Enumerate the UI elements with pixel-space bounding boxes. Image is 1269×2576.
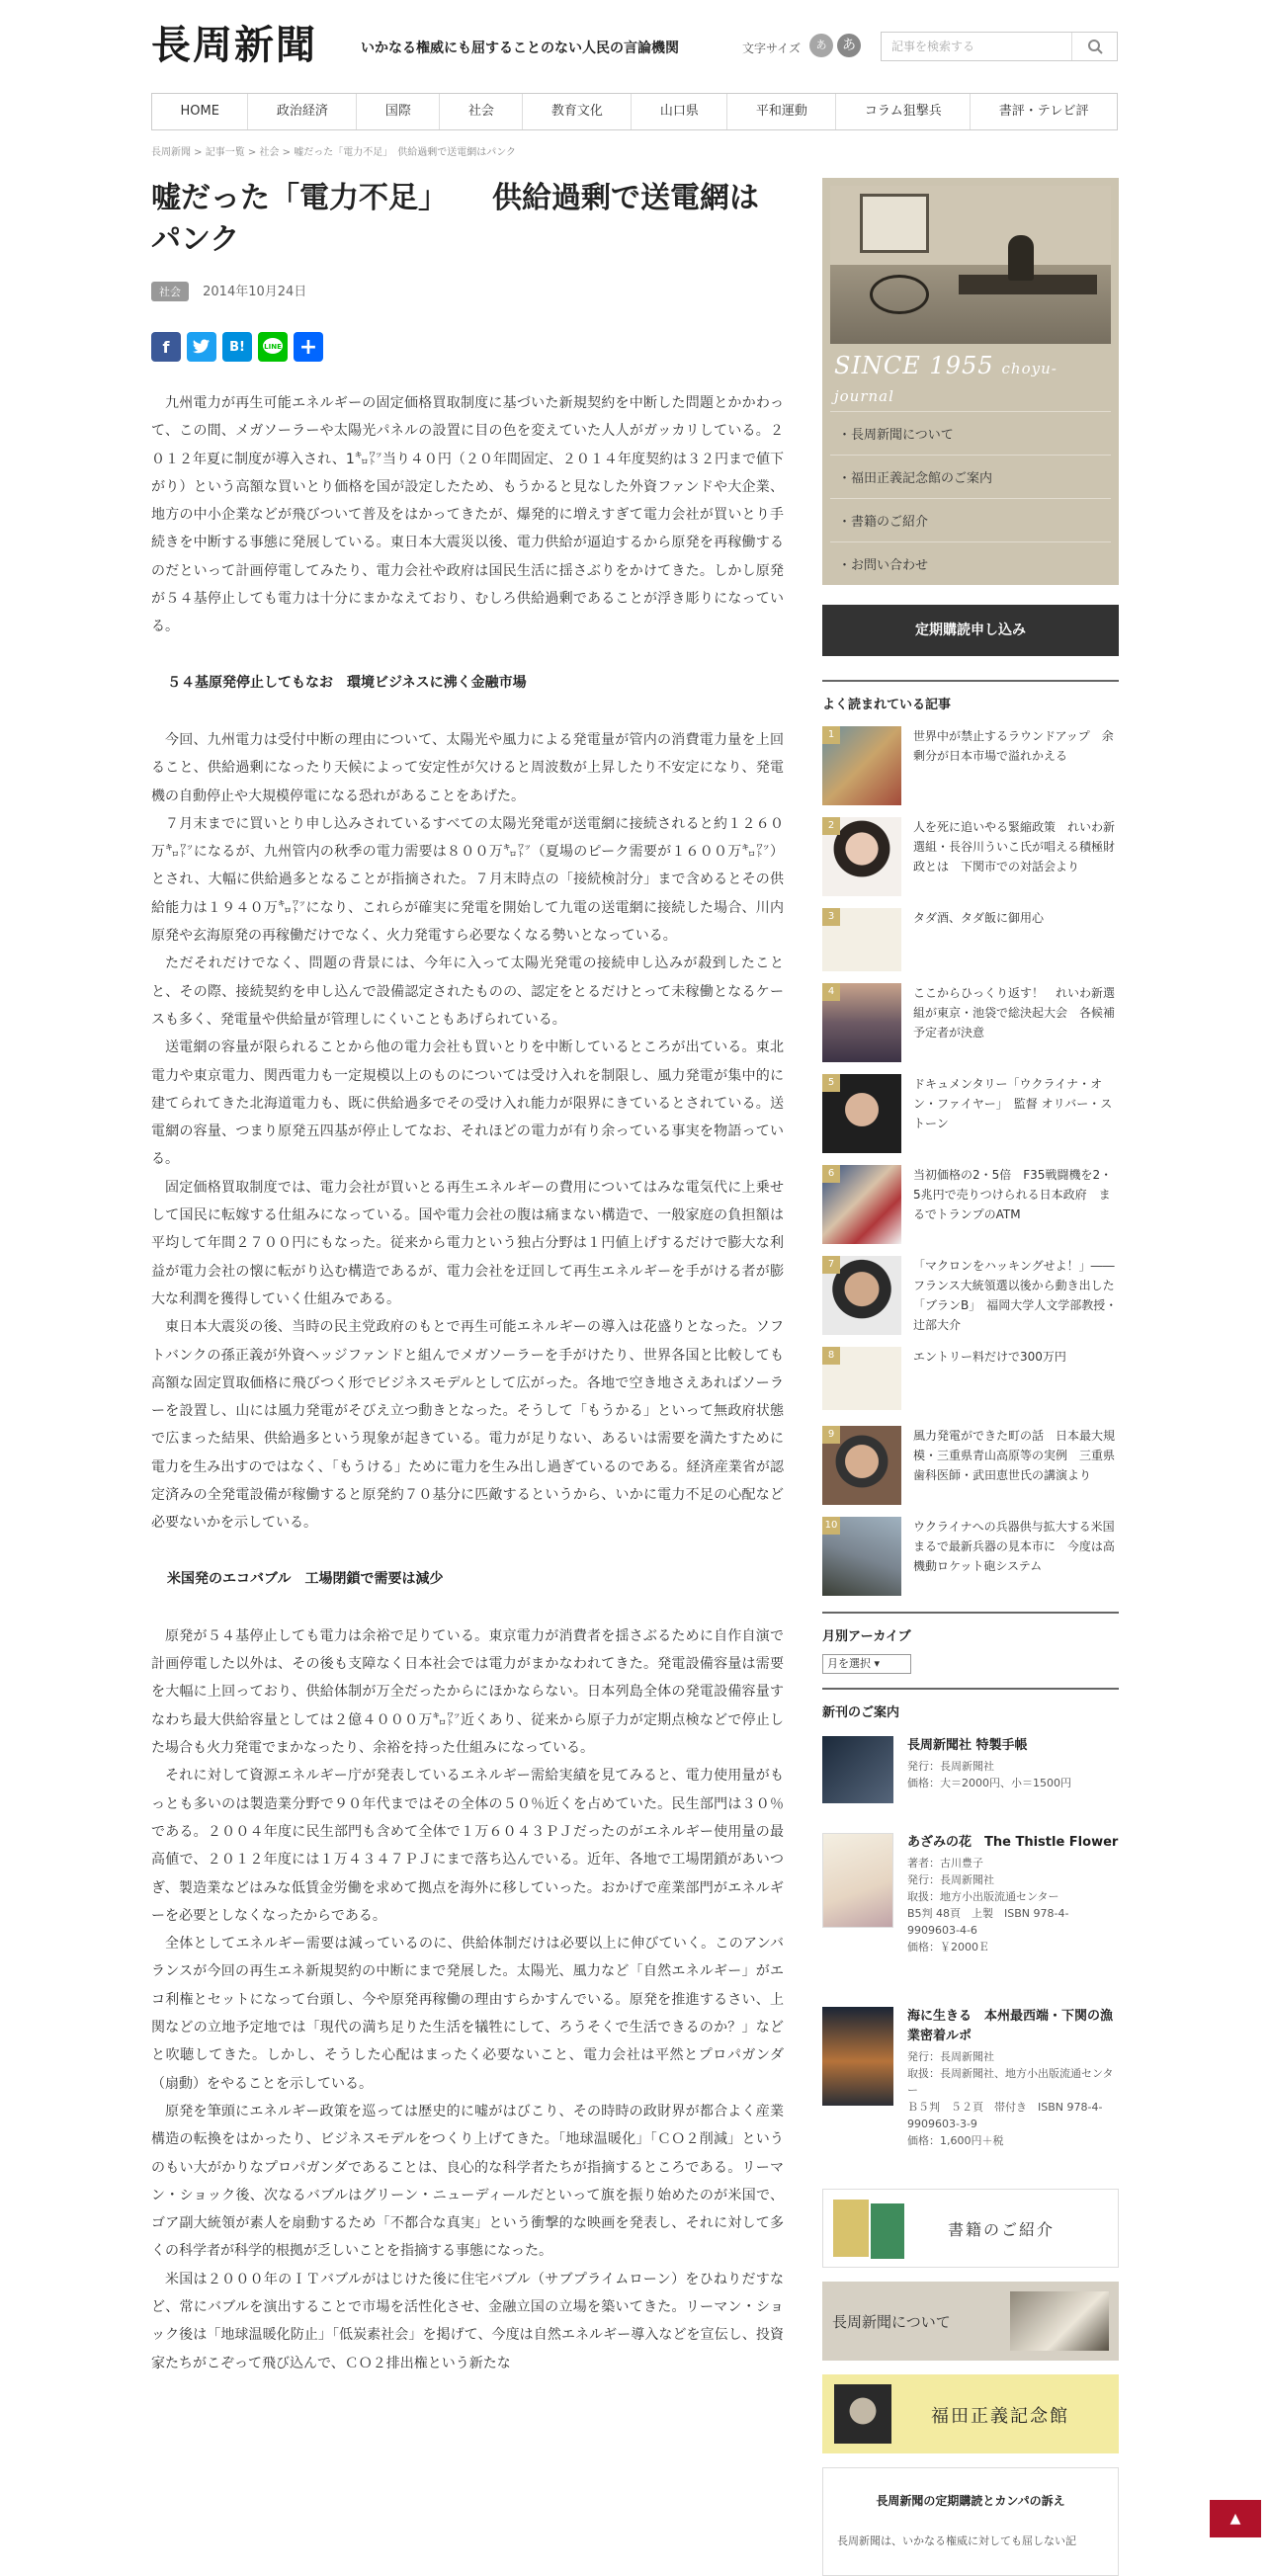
book-title[interactable]: 長周新聞社 特製手帳 — [907, 1738, 1028, 1753]
article-date: 2014年10月24日 — [203, 285, 307, 299]
back-to-top-button[interactable]: ▲ — [1210, 2500, 1261, 2537]
search-box — [881, 32, 1118, 61]
article-paragraph: 九州電力が再生可能エネルギーの固定価格買取制度に基づいた新規契約を中断した問題とかかわって、この間、メガソーラーや太陽光パネルの設置に目の色を変えていた人人がガッカリしている。２０１２年夏に制度が導入され、1㌔㍗当り４０円（２０年間固定、２０１４年度契約は３２円まで値下がり）という高額な買いとり価格を国が設定したため、もうかると見なした外資ファンドや大企業、地方の中小企業などが飛びついて普及をはかってきたが、爆発的に増えすぎて電力会社が買いとり手続きを中断する事態に発展している。東日本大震災以後、電力供給が逼迫するから原発を再稼働するのだといって計画停電してみたり、電力会社や政府は国民生活に揺さぶりをかけてきた。しかし原発が５４基停止しても電力は十分にまかなえており、むしろ供給過剰であることが浮き彫りになっている。 — [151, 395, 784, 635]
font-size-label: 文字サイズ — [742, 42, 802, 55]
popular-item[interactable] — [822, 1426, 1119, 1511]
nav-item-education[interactable]: 教育文化 — [523, 94, 632, 129]
article-meta — [151, 281, 784, 302]
share-buttons — [151, 332, 784, 366]
facebook-icon[interactable]: f — [151, 332, 181, 362]
popular-item[interactable] — [822, 1256, 1119, 1341]
subscribe-button[interactable]: 定期購読申し込み — [822, 605, 1119, 656]
book-detail: 発行：長周新聞社 — [907, 1873, 994, 1886]
article-title: 嘘だった「電力不足」 供給過剰で送電網はパンク — [151, 181, 759, 257]
book-detail: 発行：長周新聞社 — [907, 2050, 994, 2063]
book-cover[interactable] — [822, 1736, 893, 1803]
book-detail: Ｂ５判 ５２頁 帯付き ISBN 978-4-9909603-3-9 — [907, 2101, 1103, 2130]
rank-number: 6 — [822, 1165, 840, 1183]
line-icon[interactable] — [258, 332, 288, 362]
search-icon — [1072, 33, 1118, 60]
nav-item-peace[interactable]: 平和運動 — [727, 94, 836, 129]
popular-title[interactable]: エントリー料だけで300万円 — [913, 1350, 1066, 1364]
share-plus-icon[interactable]: + — [294, 332, 323, 362]
font-size-small-button[interactable]: あ — [809, 34, 833, 57]
banner-label: 長周新聞について — [832, 2313, 951, 2331]
nav-item-yamaguchi[interactable]: 山口県 — [632, 94, 727, 129]
popular-item[interactable] — [822, 1165, 1119, 1250]
about-link-contact[interactable]: ・お問い合わせ — [830, 541, 1111, 585]
rank-number: 4 — [822, 983, 840, 1001]
book-item[interactable] — [822, 1833, 1119, 1995]
twitter-icon[interactable] — [187, 332, 216, 362]
popular-item[interactable] — [822, 1347, 1119, 1420]
rank-number: 5 — [822, 1074, 840, 1092]
appeal-text: 長周新聞は、いかなる権威に対しても屈しない記 — [837, 2534, 1076, 2547]
appeal-title[interactable]: 長周新聞の定期購読とカンパの訴え — [876, 2494, 1065, 2508]
article-paragraph: ７月末までに買いとり申し込みされているすべての太陽光発電が送電網に接続されると約１２６０万㌔㍗になるが、九州管内の秋季の電力需要は８００万㌔㍗（夏場のピーク需要が１６００万㌔㍗）とされ、大幅に供給過多となることが指摘された。７月末時点の「接続検討分」まで含めるとその供給能力は１９４０万㌔㍗になり、これらが確実に発電を開始して九電の送電網に接続した場合、川内原発や玄海原発の再稼働だけでなく、火力発電すら必要なくなる勢いとなっている。 — [151, 815, 784, 945]
rank-number: 2 — [822, 817, 840, 835]
breadcrumb[interactable]: 長周新聞 > 記事一覧 > 社会 > 嘘だった「電力不足」 供給過剰で送電網はパンク — [151, 147, 517, 158]
book-detail: B5判 48頁 上製 ISBN 978-4-9909603-4-6 — [907, 1907, 1069, 1937]
rank-number: 8 — [822, 1347, 840, 1365]
popular-title[interactable]: タダ酒、タダ飯に御用心 — [913, 911, 1045, 925]
search-input[interactable] — [882, 33, 1069, 60]
nav-item-society[interactable]: 社会 — [440, 94, 523, 129]
book-detail: 価格：1,600円＋税 — [907, 2134, 1004, 2147]
article-subheading: ５４基原発停止してもなお 環境ビジネスに沸く金融市場 — [167, 674, 527, 691]
about-banner[interactable] — [822, 2282, 1119, 2361]
site-tagline: いかなる権威にも屈することのない人民の言論機関 — [361, 41, 679, 56]
rank-number: 3 — [822, 908, 840, 926]
article-paragraph: 送電網の容量が限られることから他の電力会社も買いとりを中断しているところが出ている。東北電力や東京電力、関西電力も一定規模以上のものについては受け入れを制限し、風力発電が集中的に建てられてきた北海道電力も、既に供給過多でその受け入れ能力が限界にきているとされている。送電網の容量、つまり原発五四基が停止してなお、それほどの電力が有り余っている事実を物語っている。 — [151, 1039, 784, 1168]
popular-title[interactable]: ここからひっくり返す！ れいわ新選組が東京・池袋で総決起大会 各候補予定者が決意 — [913, 986, 1116, 1039]
archive-select[interactable]: 月を選択 ▾ — [822, 1654, 911, 1674]
search-button[interactable] — [1071, 33, 1117, 60]
article-paragraph: ただそれだけでなく、問題の背景には、今年に入って太陽光発電の接続申し込みが殺到したことと、その際、接続契約を申し込んで設備認定されたものの、認定をとるだけとって未稼働となるケースも多く、発電量や供給量が管理しにくいこともあげられている。 — [151, 956, 784, 1028]
subscription-appeal-box — [822, 2467, 1119, 2576]
article-paragraph: 米国は２０００年のＩＴバブルがはじけた後に住宅バブル（サブプライムローン）をひねりだすなど、常にバブルを演出することで市場を活性化させ、金融立国の立場を築いてきた。リーマン・ショック後は「地球温暖化防止」「低炭素社会」を掲げて、今度は自然エネルギー導入などを宣伝し、投資家たちがこぞって飛び込んで、ＣＯ２排出権という新たな — [151, 2271, 784, 2371]
popular-item[interactable] — [822, 1517, 1127, 1602]
popular-item[interactable] — [822, 817, 1119, 902]
books-banner[interactable] — [822, 2189, 1119, 2268]
popular-heading: よく読まれている記事 — [822, 680, 1119, 712]
book-detail: 価格：大＝2000円、小＝1500円 — [907, 1777, 1071, 1789]
popular-title[interactable]: ドキュメンタリー「ウクライナ・オン・ファイヤー」 監督 オリバー・ストーン — [913, 1077, 1113, 1130]
article-paragraph: 原発を筆頭にエネルギー政策を巡っては歴史的に嘘がはびこり、その時時の政財界が都合よく産業構造の転換をはかったり、ビジネスモデルをつくり上げてきた。「地球温暖化」「ＣＯ２削減」というのもい大がかりなプロパガンダであることは、良心的な科学者たちが指摘するところである。リーマン・ショック後、次なるバブルはグリーン・ニューディールだといって旗を振り始めたのが米国で、ゴア副大統領が素人を扇動するため「不都合な真実」という衝撃的な映画を発表し、それに対して多くの科学者が科学的根拠が乏しいことを指摘する事態になった。 — [151, 2103, 784, 2260]
main-nav — [151, 93, 1118, 130]
book-title[interactable]: あざみの花 The Thistle Flower — [907, 1835, 1119, 1850]
office-photo — [830, 186, 1111, 344]
article-paragraph: 今回、九州電力は受付中断の理由について、太陽光や風力による発電量が管内の消費電力量を上回ること、供給過剰になったり天候によって安定性が欠けると周波数が上昇したり不安定になり、発電機の自動停止や大規模停電になる恐れがあることをあげた。 — [151, 731, 784, 804]
banner-label: 書籍のご紹介 — [948, 2220, 1056, 2239]
sidebar — [822, 178, 1127, 2576]
book-cover[interactable] — [822, 2007, 893, 2106]
book-detail: 取扱：長周新聞社、地方小出版流通センター — [907, 2067, 1114, 2097]
rank-number: 9 — [822, 1426, 840, 1444]
popular-item[interactable] — [822, 908, 1119, 977]
popular-list — [822, 726, 1127, 1602]
nav-item-column[interactable]: コラム狙撃兵 — [836, 94, 971, 129]
rank-number: 1 — [822, 726, 840, 744]
popular-title[interactable]: 世界中が禁止するラウンドアップ 余剰分が日本市場で溢れかえる — [913, 729, 1114, 763]
book-item[interactable] — [822, 2007, 1119, 2175]
site-header — [151, 22, 1118, 69]
rank-number: 7 — [822, 1256, 840, 1274]
popular-title[interactable]: ウクライナへの兵器供与拡大する米国 まるで最新兵器の見本市に 今度は高機動ロケット砲システム — [913, 1520, 1127, 1573]
popular-item[interactable] — [822, 726, 1119, 811]
article — [151, 178, 784, 2377]
site-logo[interactable]: 長周新聞 — [151, 22, 317, 68]
books-heading: 新刊のご案内 — [822, 1688, 1119, 1720]
svg-text:LINE: LINE — [264, 343, 282, 351]
about-box — [822, 178, 1119, 585]
book-detail: 取扱：地方小出版流通センター — [907, 1890, 1059, 1903]
nav-item-home[interactable]: HOME — [152, 94, 248, 129]
archive-heading: 月別アーカイブ — [822, 1612, 1119, 1644]
font-size-large-button[interactable]: あ — [837, 34, 861, 57]
article-body — [151, 389, 784, 2377]
banner-label: 福田正義記念館 — [931, 2406, 1069, 2427]
book-item[interactable] — [822, 1736, 1119, 1821]
memorial-banner[interactable] — [822, 2374, 1119, 2453]
article-paragraph: 全体としてエネルギー需要は減っているのに、供給体制だけは必要以上に伸びていく。このアンバランスが今回の再生エネ新規契約の中断にまで発展した。太陽光、風力など「自然エネルギー」がエコ利権とセットになって台頭し、今や原発再稼働の理由すらかすんでいる。原発を推進するさい、上関などの立地予定地では「現代の満ち足りた生活を犠牲にして、ろうそくで生活できるのか？」などと吹聴してきた。しかし、そうした心配はまったく必要ないこと、電力会社は平然とプロパガンダ（扇動）をやることを示している。 — [151, 1936, 784, 2092]
since-text: SINCE 1955 choyu-journal — [834, 352, 1058, 405]
popular-title[interactable]: 「マクロンをハッキングせよ！」――フランス大統領選以後から動き出した「ブランB」 福岡大学人文学部教授・辻部大介 — [913, 1259, 1118, 1332]
nav-item-politics[interactable]: 政治経済 — [248, 94, 357, 129]
hatena-icon[interactable]: B! — [222, 332, 252, 362]
category-badge[interactable]: 社会 — [151, 282, 189, 301]
article-subheading: 米国発のエコバブル 工場閉鎖で需要は減少 — [167, 1570, 444, 1587]
popular-item[interactable] — [822, 983, 1119, 1068]
popular-title[interactable]: 人を死に追いやる緊縮政策 れいわ新選組・長谷川ういこ氏が唱える積極財政とは 下関市での対話会より — [913, 820, 1116, 873]
book-detail: 著者：古川豊子 — [907, 1857, 983, 1870]
book-detail: 価格：￥2000Ｅ — [907, 1941, 989, 1953]
popular-title[interactable]: 当初価格の2・5倍 F35戦闘機を2・5兆円で売りつけられる日本政府 まるでトランプのATM — [913, 1168, 1113, 1221]
book-cover[interactable] — [822, 1833, 893, 1928]
about-link-books[interactable]: ・書籍のご紹介 — [830, 498, 1111, 541]
book-detail: 発行：長周新聞社 — [907, 1760, 994, 1773]
article-paragraph: 固定価格買取制度では、電力会社が買いとる再生エネルギーの費用についてはみな電気代に上乗せして国民に転嫁する仕組みになっている。国や電力会社の腹は痛まない構造で、一般家庭の負担額は平均して年間２７００円にもなった。従来から電力という独占分野は１円値上げするだけで膨大な利益が電力会社の懐に転がり込む構造であるが、電力会社を迂回して再生エネルギーを手がける者が膨大な利潤を獲得していく仕組みである。 — [151, 1179, 784, 1307]
nav-item-international[interactable]: 国際 — [357, 94, 440, 129]
book-title[interactable]: 海に生きる 本州最西端・下関の漁業密着ルポ — [907, 2009, 1114, 2043]
about-link-about[interactable]: ・長周新聞について — [830, 411, 1111, 455]
article-paragraph: それに対して資源エネルギー庁が発表しているエネルギー需給実績を見てみると、電力使用量がもっとも多いのは製造業分野で９０年代まではその全体の５０％近くを占めていた。民生部門は３０％である。２００４年度に民生部門も含めて全体で１万６０４３ＰＪだったのがエネルギー使用量の最高値で、２０１２年度には１万４３４７ＰＪにまで落ち込んでいる。近年、各地で工場閉鎖があいつぎ、製造業などはみな低賃金労働を求めて拠点を海外に移していった。おかげで産業部門がエネルギーを必要としなくなったからである。 — [151, 1768, 784, 1924]
article-paragraph: 東日本大震災の後、当時の民主党政府のもとで再生可能エネルギーの導入は花盛りとなった。ソフトバンクの孫正義が外資ヘッジファンドと組んでメガソーラーを手がけたり、世界各国と比較しても高額な固定買取価格に飛びつく形でビジネスモデルとして広がった。各地で空き地さえあればソーラーを設置し、山には風力発電がそびえ立つ動きとなった。そうして「もうかる」といって無政府状態で広まった結果、供給過多という現象が起きている。電力が足りない、あるいは需要を満たすために電力を生み出すのではなく、「もうける」ために電力を生み出し過ぎているのである。経済産業省が認定済みの全発電設備が稼働すると原発約７０基分に匹敵するというから、いかに電力不足の心配など必要ないかを示している。 — [151, 1319, 784, 1532]
article-paragraph: 原発が５４基停止しても電力は余裕で足りている。東京電力が消費者を揺さぶるために自作自演で計画停電した以外は、その後も支障なく日本社会では電力がまかなわれてきた。発電設備容量は需要を大幅に上回っており、供給体制が万全だったからにほかならない。日本列島全体の発電設備容量すなわち最大供給容量としては２億４０００万㌔㍗近くあり、従来から原子力が定期点検などで停止した場合も火力発電でまかなったり、余裕を持った仕組みになっている。 — [151, 1627, 784, 1757]
popular-item[interactable] — [822, 1074, 1119, 1159]
rank-number: 10 — [822, 1517, 840, 1535]
about-link-memorial[interactable]: ・福田正義記念館のご案内 — [830, 455, 1111, 498]
nav-item-reviews[interactable]: 書評・テレビ評 — [998, 104, 1089, 119]
popular-title[interactable]: 風力発電ができた町の話 日本最大規模・三重県青山高原等の実例 三重県歯科医師・武田恵世氏の講演より — [913, 1429, 1116, 1482]
